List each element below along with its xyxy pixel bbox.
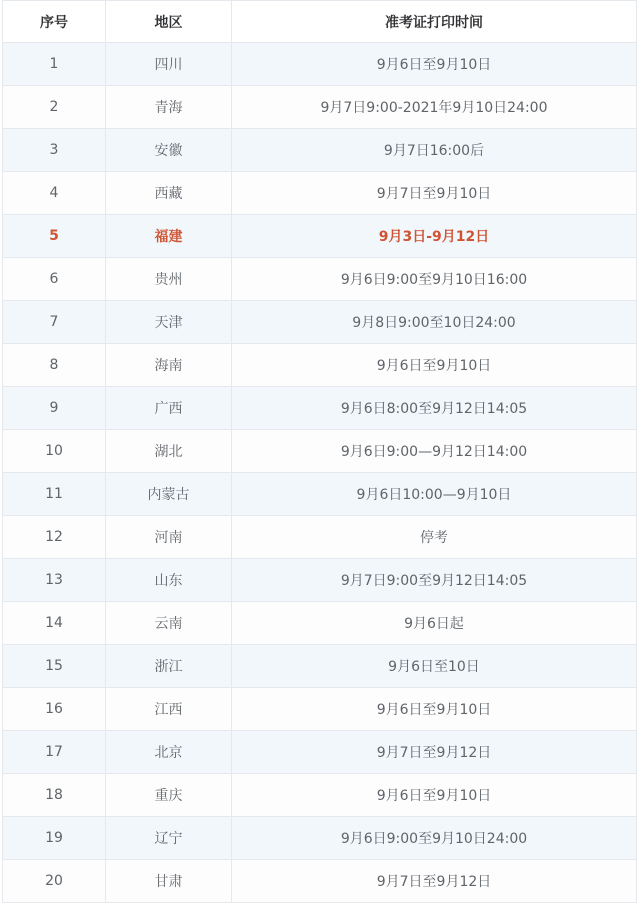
print-time-cell: 9月7日9:00至9月12日14:05 [232,559,637,602]
row-number-cell: 17 [3,731,106,774]
row-number-cell: 20 [3,860,106,903]
row-number-cell: 1 [3,43,106,86]
region-cell: 河南 [106,516,232,559]
table-row [3,516,637,559]
table-row [3,86,637,129]
print-time-cell: 9月6日8:00至9月12日14:05 [232,387,637,430]
row-number-cell: 9 [3,387,106,430]
row-number-cell: 13 [3,559,106,602]
header-row [3,1,637,43]
table-row [3,43,637,86]
print-time-cell: 9月7日16:00后 [232,129,637,172]
region-cell: 天津 [106,301,232,344]
print-time-cell: 9月6日起 [232,602,637,645]
region-cell: 山东 [106,559,232,602]
table-row [3,344,637,387]
region-cell: 广西 [106,387,232,430]
col-header-print-time: 准考证打印时间 [232,1,637,43]
print-time-cell: 9月8日9:00至10日24:00 [232,301,637,344]
print-time-cell: 9月3日-9月12日 [232,215,637,258]
region-cell: 安徽 [106,129,232,172]
region-cell: 云南 [106,602,232,645]
region-cell: 甘肃 [106,860,232,903]
print-time-cell: 9月6日9:00至9月10日16:00 [232,258,637,301]
table-row [3,602,637,645]
table-row [3,645,637,688]
row-number-cell: 6 [3,258,106,301]
print-time-cell: 9月6日至9月10日 [232,43,637,86]
region-cell: 海南 [106,344,232,387]
row-number-cell: 5 [3,215,106,258]
region-cell: 四川 [106,43,232,86]
region-cell: 北京 [106,731,232,774]
region-cell: 青海 [106,86,232,129]
region-cell: 重庆 [106,774,232,817]
table-row [3,430,637,473]
row-number-cell: 8 [3,344,106,387]
print-time-cell: 9月7日至9月10日 [232,172,637,215]
print-time-cell: 9月6日至9月10日 [232,688,637,731]
region-cell: 贵州 [106,258,232,301]
print-time-cell: 9月7日至9月12日 [232,860,637,903]
print-time-cell: 9月7日9:00-2021年9月10日24:00 [232,86,637,129]
table-row [3,387,637,430]
print-time-cell: 9月6日至9月10日 [232,344,637,387]
row-number-cell: 19 [3,817,106,860]
print-time-cell: 9月6日至10日 [232,645,637,688]
row-number-cell: 15 [3,645,106,688]
row-number-cell: 12 [3,516,106,559]
region-cell: 浙江 [106,645,232,688]
table-row [3,688,637,731]
table-row [3,473,637,516]
row-number-cell: 7 [3,301,106,344]
row-number-cell: 4 [3,172,106,215]
table-row [3,774,637,817]
table-row [3,817,637,860]
table-row [3,172,637,215]
region-cell: 内蒙古 [106,473,232,516]
table-row-highlighted [3,215,637,258]
table-row [3,731,637,774]
print-time-cell: 9月6日至9月10日 [232,774,637,817]
row-number-cell: 10 [3,430,106,473]
table-row [3,301,637,344]
region-cell: 西藏 [106,172,232,215]
print-time-table [2,0,637,903]
table-row [3,559,637,602]
region-cell: 江西 [106,688,232,731]
region-cell: 辽宁 [106,817,232,860]
print-time-cell: 9月6日9:00至9月10日24:00 [232,817,637,860]
row-number-cell: 18 [3,774,106,817]
row-number-cell: 3 [3,129,106,172]
row-number-cell: 11 [3,473,106,516]
col-header-region: 地区 [106,1,232,43]
row-number-cell: 14 [3,602,106,645]
table-row [3,860,637,903]
print-time-cell: 9月6日10:00—9月10日 [232,473,637,516]
row-number-cell: 2 [3,86,106,129]
row-number-cell: 16 [3,688,106,731]
print-time-cell: 9月6日9:00—9月12日14:00 [232,430,637,473]
table-row [3,129,637,172]
print-time-cell: 停考 [232,516,637,559]
region-cell: 福建 [106,215,232,258]
table-row [3,258,637,301]
print-time-cell: 9月7日至9月12日 [232,731,637,774]
region-cell: 湖北 [106,430,232,473]
col-header-index: 序号 [3,1,106,43]
